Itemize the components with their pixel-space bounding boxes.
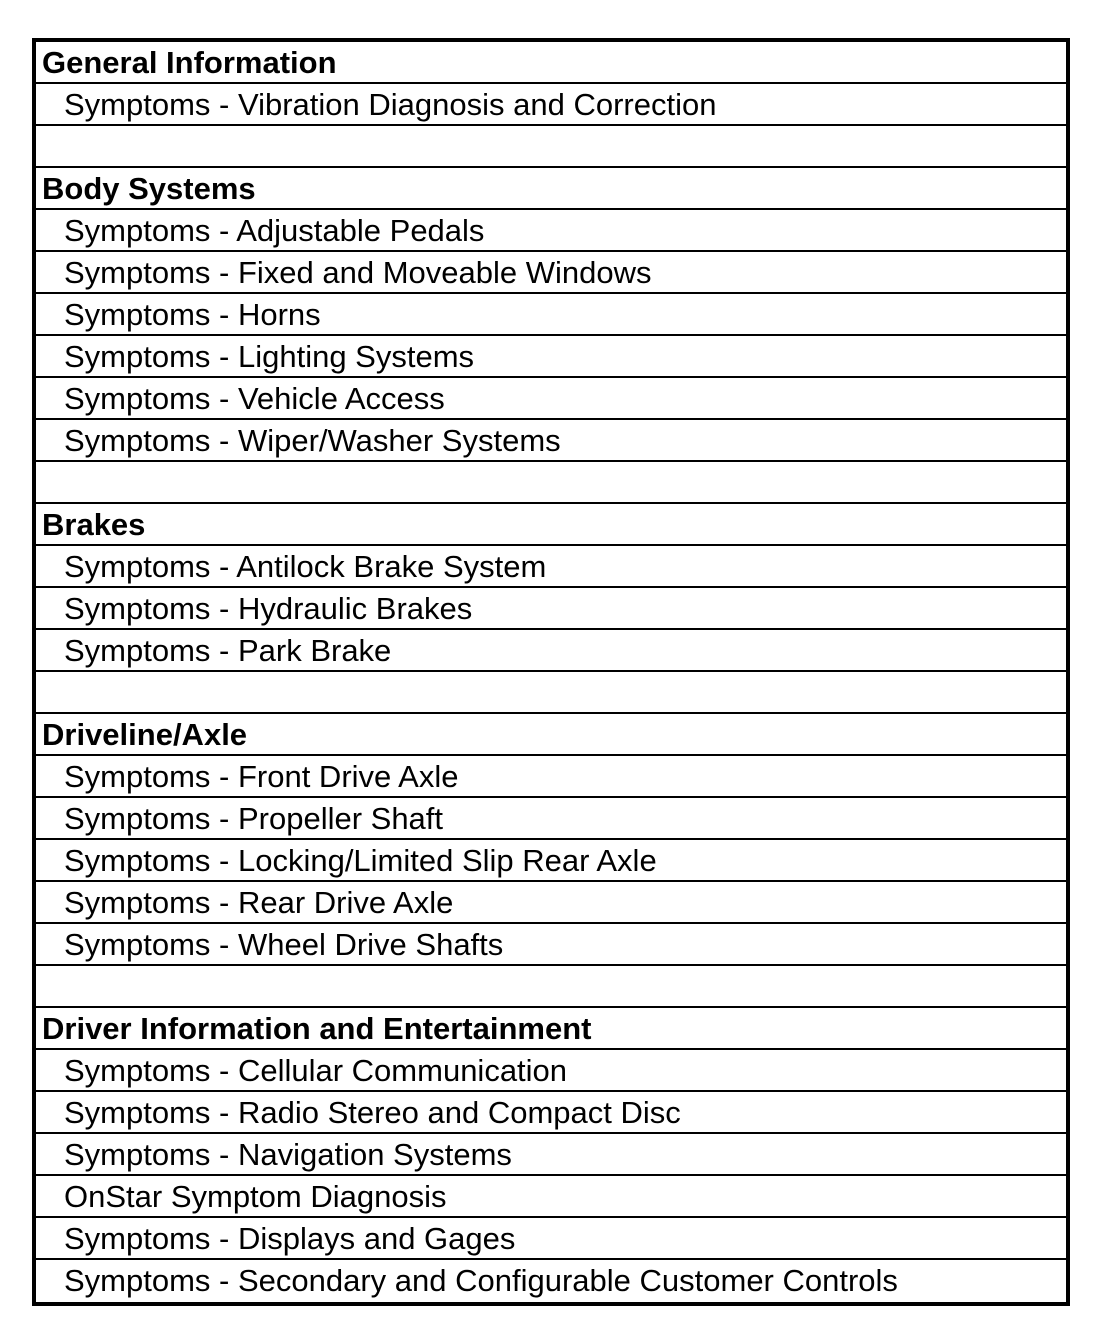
section-header-driver-information-entertainment: Driver Information and Entertainment [36,1008,1066,1050]
link-onstar-symptom-diagnosis[interactable]: OnStar Symptom Diagnosis [36,1176,1066,1218]
blank-row [36,126,1066,168]
section-header-driveline-axle: Driveline/Axle [36,714,1066,756]
link-secondary-configurable-customer-controls[interactable]: Symptoms - Secondary and Configurable Customer Controls [64,1263,898,1298]
link-propeller-shaft[interactable]: Symptoms - Propeller Shaft [36,798,1066,840]
symptoms-index-table [32,38,1070,1306]
blank-row [36,966,1066,1008]
link-wiper-washer-systems[interactable]: Symptoms - Wiper/Washer Systems [36,420,1066,462]
link-radio-stereo-compact-disc[interactable]: Symptoms - Radio Stereo and Compact Disc [36,1092,1066,1134]
link-antilock-brake-system[interactable]: Symptoms - Antilock Brake System [36,546,1066,588]
link-wheel-drive-shafts[interactable]: Symptoms - Wheel Drive Shafts [36,924,1066,966]
blank-row [36,672,1066,714]
link-navigation-systems[interactable]: Symptoms - Navigation Systems [36,1134,1066,1176]
link-lighting-systems[interactable]: Symptoms - Lighting Systems [36,336,1066,378]
link-vehicle-access[interactable]: Symptoms - Vehicle Access [36,378,1066,420]
section-header-brakes: Brakes [36,504,1066,546]
link-adjustable-pedals[interactable]: Symptoms - Adjustable Pedals [36,210,1066,252]
link-fixed-moveable-windows[interactable]: Symptoms - Fixed and Moveable Windows [36,252,1066,294]
section-header-general-information: General Information [36,42,1066,84]
link-horns[interactable]: Symptoms - Horns [36,294,1066,336]
link-front-drive-axle[interactable]: Symptoms - Front Drive Axle [36,756,1066,798]
link-rear-drive-axle[interactable]: Symptoms - Rear Drive Axle [36,882,1066,924]
blank-row [36,462,1066,504]
link-cellular-communication[interactable]: Symptoms - Cellular Communication [36,1050,1066,1092]
link-hydraulic-brakes[interactable]: Symptoms - Hydraulic Brakes [36,588,1066,630]
link-locking-limited-slip-rear-axle[interactable]: Symptoms - Locking/Limited Slip Rear Axle [36,840,1066,882]
link-displays-and-gages[interactable]: Symptoms - Displays and Gages [36,1218,1066,1260]
section-header-body-systems: Body Systems [36,168,1066,210]
link-park-brake[interactable]: Symptoms - Park Brake [36,630,1066,672]
link-vibration-diagnosis[interactable]: Symptoms - Vibration Diagnosis and Correction [36,84,1066,126]
